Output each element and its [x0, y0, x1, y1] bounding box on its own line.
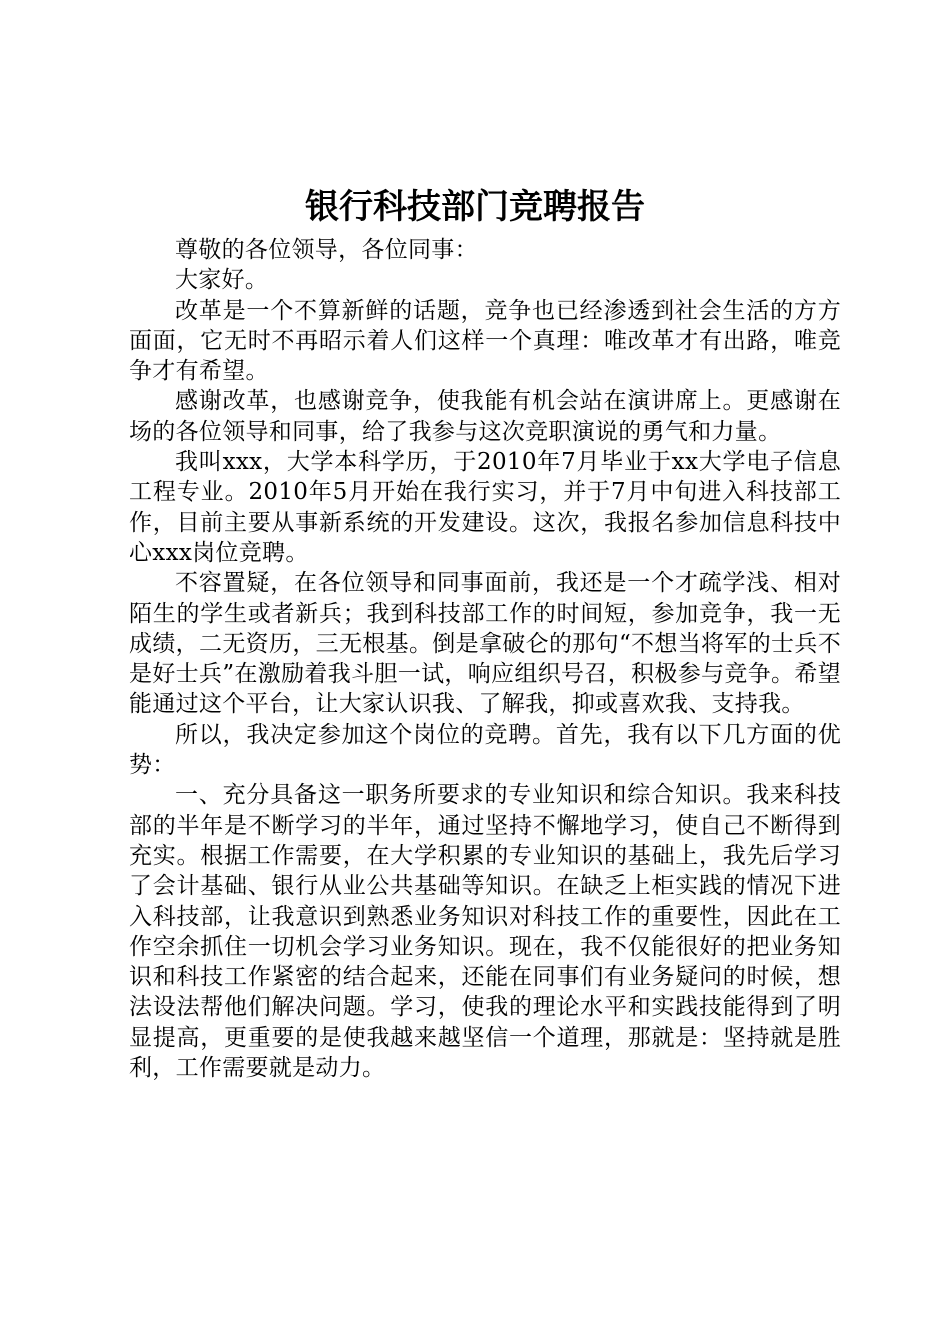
document-title: 银行科技部门竞聘报告	[305, 187, 645, 227]
paragraph-thanks: 感谢改革，也感谢竞争，使我能有机会站在演讲席上。更感谢在场的各位领导和同事，给了我参与这次竞职演说的勇气和力量。	[129, 388, 841, 445]
paragraph-reform: 改革是一个不算新鲜的话题，竞争也已经渗透到社会生活的方方面面，它无时不再昭示着人们这样一个真理：唯改革才有出路，唯竞争才有希望。	[129, 297, 841, 385]
paragraph-introduction: 我叫xxx，大学本科学历，于2010年7月毕业于xx大学电子信息工程专业。2010年5月开始在我行实习，并于7月中旬进入科技部工作，目前主要从事新系统的开发建设。这次，我报名参加信息科技中心xxx岗位竞聘。	[129, 449, 841, 566]
paragraph-decision: 所以，我决定参加这个岗位的竞聘。首先，我有以下几方面的优势：	[129, 721, 841, 779]
paragraph-salutation: 尊敬的各位领导，各位同事：	[175, 237, 478, 263]
paragraph-modesty: 不容置疑，在各位领导和同事面前，我还是一个才疏学浅、相对陌生的学生或者新兵；我到科技部工作的时间短，参加竞争，我一无成绩，二无资历，三无根基。倒是拿破仑的那句“不想当将军的士兵不是好士兵”在激励着我斗胆一试，响应组织号召，积极参与竞争。希望能通过这个平台，让大家认识我、了解我，抑或喜欢我、支持我。	[129, 570, 841, 718]
document-body	[129, 235, 841, 1083]
paragraph-greeting: 大家好。	[175, 267, 269, 294]
paragraph-advantage-one: 一、充分具备这一职务所要求的专业知识和综合知识。我来科技部的半年是不断学习的半年，通过坚持不懈地学习，使自己不断得到充实。根据工作需要，在大学积累的专业知识的基础上，我先后学习了会计基础、银行从业公共基础等知识。在缺乏上柜实践的情况下进入科技部，让我意识到熟悉业务知识对科技工作的重要性，因此在工作空余抓住一切机会学习业务知识。现在，我不仅能很好的把业务知识和科技工作紧密的结合起来，还能在同事们有业务疑问的时候，想法设法帮他们解决问题。学习，使我的理论水平和实践技能得到了明显提高，更重要的是使我越来越坚信一个道理，那就是：坚持就是胜利，工作需要就是动力。	[129, 782, 841, 1082]
